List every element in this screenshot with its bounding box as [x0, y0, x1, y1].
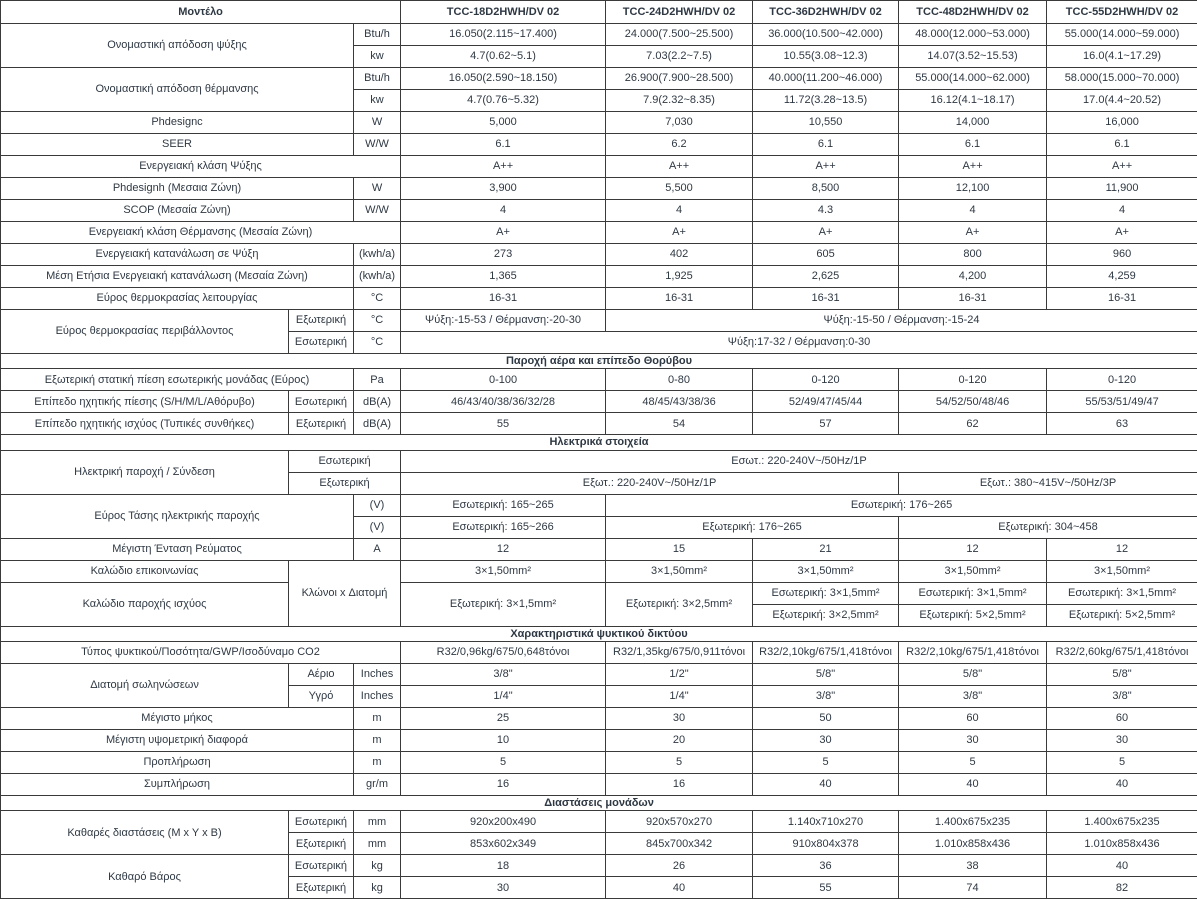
row-unit: W/W: [354, 200, 401, 222]
table-row: [1, 560, 1197, 582]
data-cell: 0-100: [401, 369, 606, 391]
data-cell: 55: [401, 413, 606, 435]
table-row: [1, 134, 1197, 156]
table-row: [1, 178, 1197, 200]
row-sublabel: Υγρό: [289, 685, 354, 707]
row-unit: W: [354, 112, 401, 134]
data-cell: 40: [1047, 773, 1197, 795]
data-cell: 1.010x858x436: [899, 833, 1047, 855]
table-row: [1, 369, 1197, 391]
data-cell: 58.000(15.000~70.000): [1047, 68, 1197, 90]
data-cell: 60: [1047, 707, 1197, 729]
row-sublabel: Εσωτερική: [289, 391, 354, 413]
data-cell: 0-120: [899, 369, 1047, 391]
row-unit: A: [354, 538, 401, 560]
data-cell: 25: [401, 707, 606, 729]
row-unit: Inches: [354, 685, 401, 707]
data-cell: 46/43/40/38/36/32/28: [401, 391, 606, 413]
data-cell: 4: [899, 200, 1047, 222]
row-unit: Btu/h: [354, 24, 401, 46]
data-cell: 3,900: [401, 178, 606, 200]
table-row: [1, 729, 1197, 751]
data-cell: 910x804x378: [753, 833, 899, 855]
data-cell: A++: [1047, 156, 1197, 178]
row-sublabel: Εσωτερική: [289, 450, 401, 472]
row-label: Phdesignh (Μεσαια Ζώνη): [1, 178, 354, 200]
section-title: Διαστάσεις μονάδων: [1, 795, 1197, 810]
data-cell: 853x602x349: [401, 833, 606, 855]
data-cell: 50: [753, 707, 899, 729]
data-cell: R32/0,96kg/675/0,648τόνοι: [401, 641, 606, 663]
data-cell: A+: [753, 222, 899, 244]
data-cell: 845x700x342: [606, 833, 753, 855]
data-cell: A++: [899, 156, 1047, 178]
table-row: [1, 112, 1197, 134]
row-label: Μέγιστη Ένταση Ρεύματος: [1, 538, 354, 560]
data-cell: 60: [899, 707, 1047, 729]
data-cell: 48/45/43/38/36: [606, 391, 753, 413]
row-label: Διατομή σωληνώσεων: [1, 663, 289, 707]
data-cell: 6.2: [606, 134, 753, 156]
data-cell: 605: [753, 244, 899, 266]
row-unit: m: [354, 729, 401, 751]
data-cell: 16-31: [401, 288, 606, 310]
data-cell: Εσωτερική: 3×1,5mm²: [1047, 582, 1197, 604]
row-unit: kw: [354, 46, 401, 68]
data-cell: R32/2,10kg/675/1,418τόνοι: [753, 641, 899, 663]
data-cell: 920x200x490: [401, 811, 606, 833]
data-cell: 12: [1047, 538, 1197, 560]
data-cell: 16: [401, 773, 606, 795]
data-cell: 40: [899, 773, 1047, 795]
section-title: Ηλεκτρικά στοιχεία: [1, 435, 1197, 450]
data-cell: 16: [606, 773, 753, 795]
data-cell: Εξωτερική: 304~458: [899, 516, 1197, 538]
data-cell: A++: [606, 156, 753, 178]
table-row: [1, 538, 1197, 560]
row-sublabel: Εξωτερική: [289, 413, 354, 435]
row-label: SEER: [1, 134, 354, 156]
row-unit: °C: [354, 332, 401, 354]
row-sublabel: Αέριο: [289, 663, 354, 685]
data-cell: Εξωτ.: 220-240V~/50Hz/1P: [401, 472, 899, 494]
row-unit: °C: [354, 288, 401, 310]
data-cell: 5/8": [1047, 663, 1197, 685]
data-cell: 5,000: [401, 112, 606, 134]
data-cell: 3×1,50mm²: [606, 560, 753, 582]
table-row: [1, 200, 1197, 222]
data-cell: 10: [401, 729, 606, 751]
row-unit: W/W: [354, 134, 401, 156]
data-cell: 1.140x710x270: [753, 811, 899, 833]
data-cell: 26.900(7.900~28.500): [606, 68, 753, 90]
data-cell: 960: [1047, 244, 1197, 266]
data-cell: Εξωτερική: 176~265: [606, 516, 899, 538]
table-row: [1, 450, 1197, 472]
data-cell: 3×1,50mm²: [1047, 560, 1197, 582]
data-cell: A+: [606, 222, 753, 244]
data-cell: 14,000: [899, 112, 1047, 134]
row-sublabel: Κλώνοι x Διατομή: [289, 560, 401, 626]
section-row: [1, 435, 1197, 450]
data-cell: 5: [401, 751, 606, 773]
data-cell: 10,550: [753, 112, 899, 134]
row-label: Συμπλήρωση: [1, 773, 354, 795]
data-cell: 6.1: [899, 134, 1047, 156]
row-label: Εξωτερική στατική πίεση εσωτερικής μονάδας (Εύρος): [1, 369, 354, 391]
model-header: TCC-24D2HWH/DV 02: [606, 1, 753, 24]
data-cell: 402: [606, 244, 753, 266]
table-row: [1, 156, 1197, 178]
data-cell: Εξωτερική: 5×2,5mm²: [899, 604, 1047, 626]
row-label: Επίπεδο ηχητικής ισχύος (Τυπικές συνθήκες): [1, 413, 289, 435]
row-unit: kg: [354, 855, 401, 877]
data-cell: 3/8": [753, 685, 899, 707]
row-unit: (kwh/a): [354, 266, 401, 288]
data-cell: 21: [753, 538, 899, 560]
data-cell: A++: [401, 156, 606, 178]
row-unit: mm: [354, 811, 401, 833]
section-row: [1, 354, 1197, 369]
data-cell: 7,030: [606, 112, 753, 134]
data-cell: 7.9(2.32~8.35): [606, 90, 753, 112]
data-cell: 40: [1047, 855, 1197, 877]
data-cell: 10.55(3.08~12.3): [753, 46, 899, 68]
data-cell: Εξωτερική: 3×2,5mm²: [606, 582, 753, 626]
data-cell: 16-31: [899, 288, 1047, 310]
row-unit: kw: [354, 90, 401, 112]
data-cell: 6.1: [401, 134, 606, 156]
data-cell: 62: [899, 413, 1047, 435]
data-cell: R32/1,35kg/675/0,911τόνοι: [606, 641, 753, 663]
table-row: [1, 773, 1197, 795]
data-cell: 74: [899, 877, 1047, 899]
data-cell: 54: [606, 413, 753, 435]
data-cell: 1,365: [401, 266, 606, 288]
data-cell: 3×1,50mm²: [753, 560, 899, 582]
section-title: Παροχή αέρα και επίπεδο Θορύβου: [1, 354, 1197, 369]
data-cell: Εσωτερική: 165~265: [401, 494, 606, 516]
model-header: TCC-36D2HWH/DV 02: [753, 1, 899, 24]
table-row: [1, 413, 1197, 435]
data-cell: 6.1: [1047, 134, 1197, 156]
data-cell: 1.400x675x235: [1047, 811, 1197, 833]
data-cell: 55.000(14.000~62.000): [899, 68, 1047, 90]
model-header: TCC-55D2HWH/DV 02: [1047, 1, 1197, 24]
table-row: [1, 751, 1197, 773]
data-cell: 0-120: [1047, 369, 1197, 391]
row-unit: Btu/h: [354, 68, 401, 90]
data-cell: 16-31: [1047, 288, 1197, 310]
row-unit: (V): [354, 516, 401, 538]
table-row: [1, 494, 1197, 516]
data-cell: 30: [753, 729, 899, 751]
data-cell: 16.050(2.115~17.400): [401, 24, 606, 46]
data-cell: 16,000: [1047, 112, 1197, 134]
model-header: TCC-48D2HWH/DV 02: [899, 1, 1047, 24]
data-cell: 20: [606, 729, 753, 751]
row-unit: Pa: [354, 369, 401, 391]
row-label: Phdesignc: [1, 112, 354, 134]
row-label: Ενεργειακή κατανάλωση σε Ψύξη: [1, 244, 354, 266]
model-label-header: Μοντέλο: [1, 1, 401, 24]
row-label: Καθαρές διαστάσεις (M x Y x B): [1, 811, 289, 855]
data-cell: 36.000(10.500~42.000): [753, 24, 899, 46]
row-label: Ονομαστική απόδοση ψύξης: [1, 24, 354, 68]
data-cell: Εσωτερική: 165~266: [401, 516, 606, 538]
data-cell: 12: [401, 538, 606, 560]
data-cell: Ψύξη:17-32 / Θέρμανση:0-30: [401, 332, 1197, 354]
data-cell: 3×1,50mm²: [899, 560, 1047, 582]
data-cell: 920x570x270: [606, 811, 753, 833]
data-cell: 16.0(4.1~17.29): [1047, 46, 1197, 68]
data-cell: 40: [606, 877, 753, 899]
row-sublabel: Εξωτερική: [289, 833, 354, 855]
data-cell: Εξωτερική: 3×2,5mm²: [753, 604, 899, 626]
data-cell: 54/52/50/48/46: [899, 391, 1047, 413]
data-cell: R32/2,10kg/675/1,418τόνοι: [899, 641, 1047, 663]
row-unit: Inches: [354, 663, 401, 685]
table-row: [1, 641, 1197, 663]
data-cell: 30: [606, 707, 753, 729]
data-cell: A+: [899, 222, 1047, 244]
row-label: Εύρος θερμοκρασίας περιβάλλοντος: [1, 310, 289, 354]
data-cell: 12: [899, 538, 1047, 560]
table-row: [1, 68, 1197, 90]
data-cell: 57: [753, 413, 899, 435]
row-label: Μέγιστη υψομετρική διαφορά: [1, 729, 354, 751]
table-row: [1, 310, 1197, 332]
data-cell: 30: [899, 729, 1047, 751]
data-cell: 82: [1047, 877, 1197, 899]
row-label: Μέγιστο μήκος: [1, 707, 354, 729]
data-cell: 5: [1047, 751, 1197, 773]
data-cell: 17.0(4.4~20.52): [1047, 90, 1197, 112]
data-cell: A++: [753, 156, 899, 178]
data-cell: 4: [1047, 200, 1197, 222]
data-cell: 273: [401, 244, 606, 266]
data-cell: R32/2,60kg/675/1,418τόνοι: [1047, 641, 1197, 663]
data-cell: 800: [899, 244, 1047, 266]
table-row: [1, 707, 1197, 729]
data-cell: 1/4": [606, 685, 753, 707]
data-cell: Εξωτ.: 380~415V~/50Hz/3P: [899, 472, 1197, 494]
row-unit: m: [354, 751, 401, 773]
data-cell: 5,500: [606, 178, 753, 200]
data-cell: Εσωτερική: 176~265: [606, 494, 1197, 516]
data-cell: 5/8": [753, 663, 899, 685]
data-cell: 30: [1047, 729, 1197, 751]
row-unit: (V): [354, 494, 401, 516]
row-label: Ενεργειακή κλάση Ψύξης: [1, 156, 401, 178]
data-cell: 26: [606, 855, 753, 877]
model-header: TCC-18D2HWH/DV 02: [401, 1, 606, 24]
row-unit: (kwh/a): [354, 244, 401, 266]
row-unit: mm: [354, 833, 401, 855]
table-row: [1, 266, 1197, 288]
table-row: [1, 244, 1197, 266]
data-cell: 14.07(3.52~15.53): [899, 46, 1047, 68]
data-cell: Εσωτερική: 3×1,5mm²: [753, 582, 899, 604]
data-cell: 12,100: [899, 178, 1047, 200]
data-cell: 0-80: [606, 369, 753, 391]
table-row: [1, 855, 1197, 877]
row-label: Επίπεδο ηχητικής πίεσης (S/H/M/L/Αθόρυβο): [1, 391, 289, 413]
data-cell: Εσωτερική: 3×1,5mm²: [899, 582, 1047, 604]
row-label: Ενεργειακή κλάση Θέρμανσης (Μεσαία Ζώνη): [1, 222, 401, 244]
section-title: Χαρακτηριστικά ψυκτικού δικτύου: [1, 626, 1197, 641]
data-cell: 1/2": [606, 663, 753, 685]
data-cell: 3/8": [1047, 685, 1197, 707]
data-cell: 55: [753, 877, 899, 899]
data-cell: 5: [606, 751, 753, 773]
data-cell: 52/49/47/45/44: [753, 391, 899, 413]
data-cell: 1,925: [606, 266, 753, 288]
data-cell: 38: [899, 855, 1047, 877]
row-label: Ονομαστική απόδοση θέρμανσης: [1, 68, 354, 112]
data-cell: Ψύξη:-15-50 / Θέρμανση:-15-24: [606, 310, 1197, 332]
row-sublabel: Εσωτερική: [289, 855, 354, 877]
row-unit: W: [354, 178, 401, 200]
data-cell: 3×1,50mm²: [401, 560, 606, 582]
row-label: Καλώδιο παροχής ισχύος: [1, 582, 289, 626]
data-cell: Εσωτ.: 220-240V~/50Hz/1P: [401, 450, 1197, 472]
data-cell: Ψύξη:-15-53 / Θέρμανση:-20-30: [401, 310, 606, 332]
data-cell: 24.000(7.500~25.500): [606, 24, 753, 46]
section-row: [1, 795, 1197, 810]
row-label: SCOP (Μεσαία Ζώνη): [1, 200, 354, 222]
data-cell: 4: [401, 200, 606, 222]
table-row: [1, 582, 1197, 604]
data-cell: 7.03(2.2~7.5): [606, 46, 753, 68]
data-cell: 16.12(4.1~18.17): [899, 90, 1047, 112]
model-header-row: [1, 1, 1197, 24]
row-label: Τύπος ψυκτικού/Ποσότητα/GWP/Ισοδύναμο CO2: [1, 641, 401, 663]
data-cell: Εξωτερική: 3×1,5mm²: [401, 582, 606, 626]
row-sublabel: Εξωτερική: [289, 877, 354, 899]
row-sublabel: Εσωτερική: [289, 811, 354, 833]
table-row: [1, 811, 1197, 833]
data-cell: 11,900: [1047, 178, 1197, 200]
data-cell: 3/8": [401, 663, 606, 685]
data-cell: 4,200: [899, 266, 1047, 288]
row-label: Εύρος θερμοκρασίας λειτουργίας: [1, 288, 354, 310]
data-cell: 0-120: [753, 369, 899, 391]
row-unit: m: [354, 707, 401, 729]
table-row: [1, 288, 1197, 310]
data-cell: 18: [401, 855, 606, 877]
row-label: Καθαρό Βάρος: [1, 855, 289, 899]
data-cell: 16.050(2.590~18.150): [401, 68, 606, 90]
row-sublabel: Εξωτερική: [289, 310, 354, 332]
data-cell: A+: [401, 222, 606, 244]
data-cell: 16-31: [606, 288, 753, 310]
data-cell: 15: [606, 538, 753, 560]
data-cell: 6.1: [753, 134, 899, 156]
data-cell: 4,259: [1047, 266, 1197, 288]
data-cell: 5: [899, 751, 1047, 773]
data-cell: 8,500: [753, 178, 899, 200]
data-cell: Εξωτερική: 5×2,5mm²: [1047, 604, 1197, 626]
data-cell: 3/8": [899, 685, 1047, 707]
data-cell: 5/8": [899, 663, 1047, 685]
data-cell: 5: [753, 751, 899, 773]
row-sublabel: Εξωτερική: [289, 472, 401, 494]
data-cell: 55/53/51/49/47: [1047, 391, 1197, 413]
data-cell: 40.000(11.200~46.000): [753, 68, 899, 90]
data-cell: 40: [753, 773, 899, 795]
row-unit: dB(A): [354, 413, 401, 435]
table-row: [1, 391, 1197, 413]
table-row: [1, 222, 1197, 244]
row-unit: gr/m: [354, 773, 401, 795]
section-row: [1, 626, 1197, 641]
data-cell: 4.7(0.76~5.32): [401, 90, 606, 112]
row-unit: °C: [354, 310, 401, 332]
table-row: [1, 24, 1197, 46]
row-label: Μέση Ετήσια Ενεργειακή κατανάλωση (Μεσαία Ζώνη): [1, 266, 354, 288]
data-cell: 1.010x858x436: [1047, 833, 1197, 855]
row-unit: kg: [354, 877, 401, 899]
data-cell: 11.72(3.28~13.5): [753, 90, 899, 112]
data-cell: 4.7(0.62~5.1): [401, 46, 606, 68]
data-cell: 16-31: [753, 288, 899, 310]
data-cell: 4.3: [753, 200, 899, 222]
row-sublabel: Εσωτερική: [289, 332, 354, 354]
data-cell: 4: [606, 200, 753, 222]
data-cell: 55.000(14.000~59.000): [1047, 24, 1197, 46]
data-cell: 2,625: [753, 266, 899, 288]
data-cell: 48.000(12.000~53.000): [899, 24, 1047, 46]
data-cell: 36: [753, 855, 899, 877]
row-label: Προπλήρωση: [1, 751, 354, 773]
row-label: Εύρος Τάσης ηλεκτρικής παροχής: [1, 494, 354, 538]
row-label: Καλώδιο επικοινωνίας: [1, 560, 289, 582]
row-label: Ηλεκτρική παροχή / Σύνδεση: [1, 450, 289, 494]
data-cell: 1/4": [401, 685, 606, 707]
data-cell: 1.400x675x235: [899, 811, 1047, 833]
data-cell: 63: [1047, 413, 1197, 435]
data-cell: A+: [1047, 222, 1197, 244]
data-cell: 30: [401, 877, 606, 899]
table-row: [1, 663, 1197, 685]
row-unit: dB(A): [354, 391, 401, 413]
